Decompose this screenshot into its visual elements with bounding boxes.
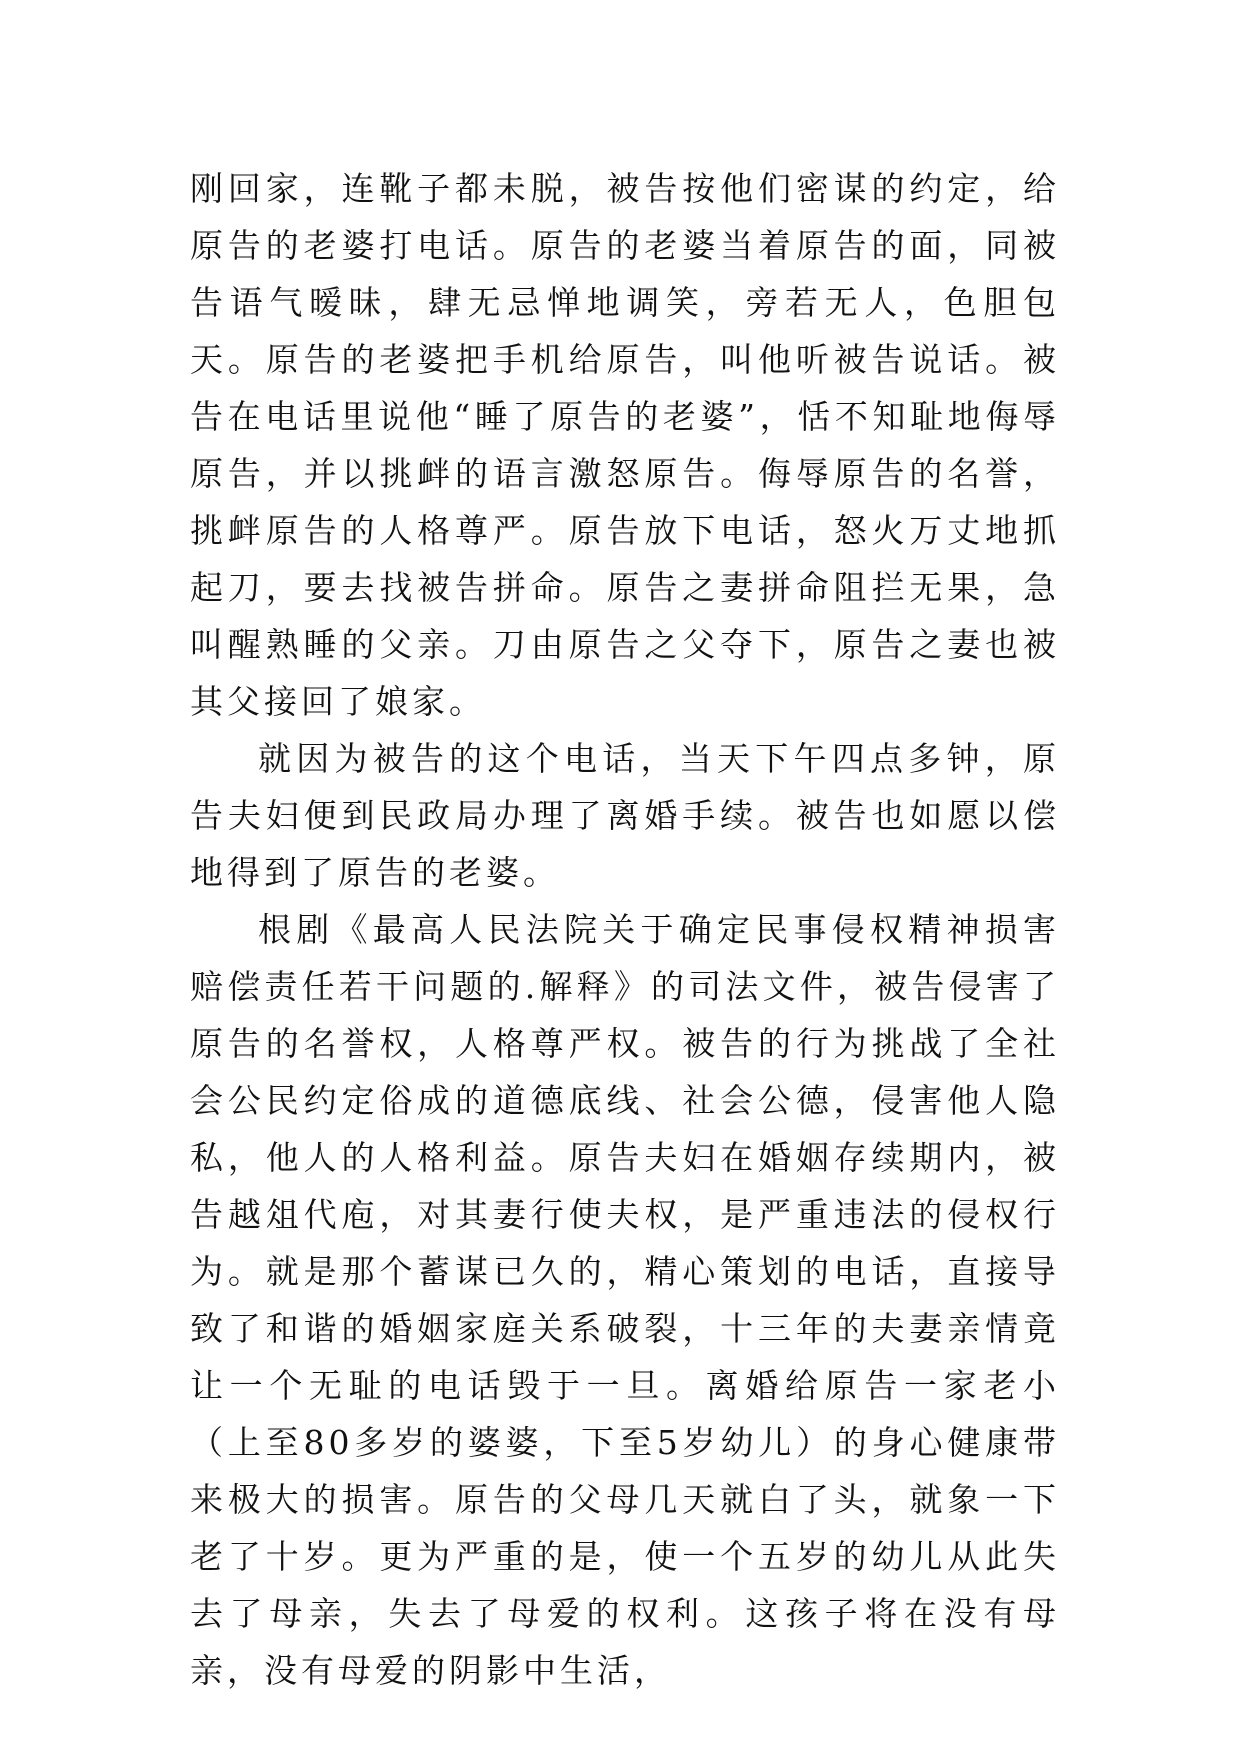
document-body — [190, 160, 1060, 1699]
paragraph-2: 就因为被告的这个电话，当天下午四点多钟，原告夫妇便到民政局办理了离婚手续。被告也如愿以偿地得到了原告的老婆。 — [190, 739, 1060, 892]
paragraph-1: 刚回家，连靴子都未脱，被告按他们密谋的约定，给原告的老婆打电话。原告的老婆当着原告的面，同被告语气暧昧，肆无忌惮地调笑，旁若无人，色胆包天。原告的老婆把手机给原告，叫他听被告说话。被告在电话里说他“睡了原告的老婆”，恬不知耻地侮辱原告，并以挑衅的语言激怒原告。侮辱原告的名誉，挑衅原告的人格尊严。原告放下电话，怒火万丈地抓起刀，要去找被告拼命。原告之妻拼命阻拦无果，急叫醒熟睡的父亲。刀由原告之父夺下，原告之妻也被其父接回了娘家。 — [190, 169, 1060, 721]
paragraph-3: 根剧《最高人民法院关于确定民事侵权精神损害赔偿责任若干问题的.解释》的司法文件，被告侵害了原告的名誉权，人格尊严权。被告的行为挑战了全社会公民约定俗成的道德底线、社会公德，侵害他人隐私，他人的人格利益。原告夫妇在婚姻存续期内，被告越俎代庖，对其妻行使夫权，是严重违法的侵权行为。就是那个蓄谋已久的，精心策划的电话，直接导致了和谐的婚姻家庭关系破裂，十三年的夫妻亲情竟让一个无耻的电话毁于一旦。离婚给原告一家老小（上至80多岁的婆婆，下至5岁幼儿）的身心健康带来极大的损害。原告的父母几天就白了头，就象一下老了十岁。更为严重的是，使一个五岁的幼儿从此失去了母亲，失去了母爱的权利。这孩子将在没有母亲，没有母爱的阴影中生活， — [190, 910, 1060, 1690]
